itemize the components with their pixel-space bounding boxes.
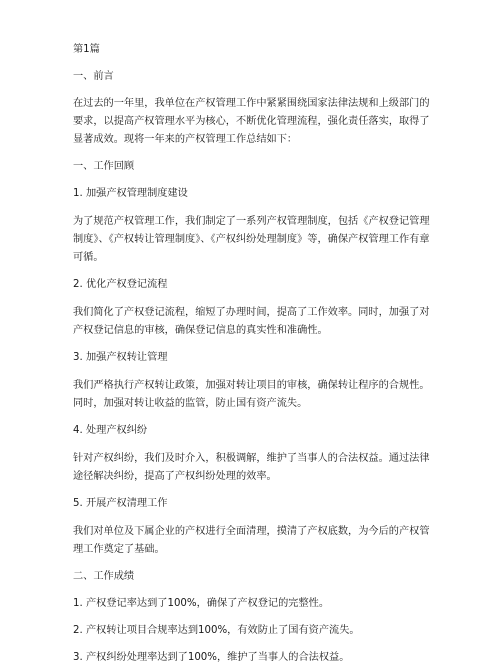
section-heading-results: 二、工作成绩 [73,571,135,582]
item-paragraph-5: 我们对单位及下属企业的产权进行全面清理，摸清了产权底数，为今后的产权管理工作奠定了基础。 [73,526,430,555]
item-heading-4: 4. 处理产权纠纷 [73,425,148,436]
item-paragraph-2: 我们简化了产权登记流程，缩短了办理时间，提高了工作效率。同时，加强了对产权登记信息的审核，确保登记信息的真实性和准确性。 [73,307,430,336]
item-heading-1: 1. 加强产权管理制度建设 [73,188,188,199]
item-paragraph-3: 我们严格执行产权转让政策，加强对转让项目的审核，确保转让程序的合规性。同时，加强对转让收益的监管，防止国有资产流失。 [73,380,430,409]
result-item-1: 1. 产权登记率达到了100%，确保了产权登记的完整性。 [73,598,330,609]
item-heading-2: 2. 优化产权登记流程 [73,279,168,290]
item-paragraph-1: 为了规范产权管理工作，我们制定了一系列产权管理制度，包括《产权登记管理制度》、《产权转让管理制度》、《产权纠纷处理制度》等，确保产权管理工作有章可循。 [73,216,430,263]
item-paragraph-4: 针对产权纠纷，我们及时介入，积极调解，维护了当事人的合法权益。通过法律途径解决纠纷，提高了产权纠纷处理的效率。 [73,453,430,482]
item-heading-5: 5. 开展产权清理工作 [73,498,168,509]
section-heading-review: 一、工作回顾 [73,161,135,172]
result-item-2: 2. 产权转让项目合规率达到100%，有效防止了国有资产流失。 [73,625,360,636]
result-item-3: 3. 产权纠纷处理率达到了100%，维护了当事人的合法权益。 [73,652,350,663]
intro-paragraph: 在过去的一年里，我单位在产权管理工作中紧紧围绕国家法律法规和上级部门的要求，以提高产权管理水平为核心，不断优化管理流程，强化责任落实，取得了显著成效。现将一年来的产权管理工作总结如下： [73,98,430,145]
part-label: 第1篇 [73,44,100,55]
item-heading-3: 3. 加强产权转让管理 [73,352,168,363]
section-heading-intro: 一、前言 [73,71,114,82]
